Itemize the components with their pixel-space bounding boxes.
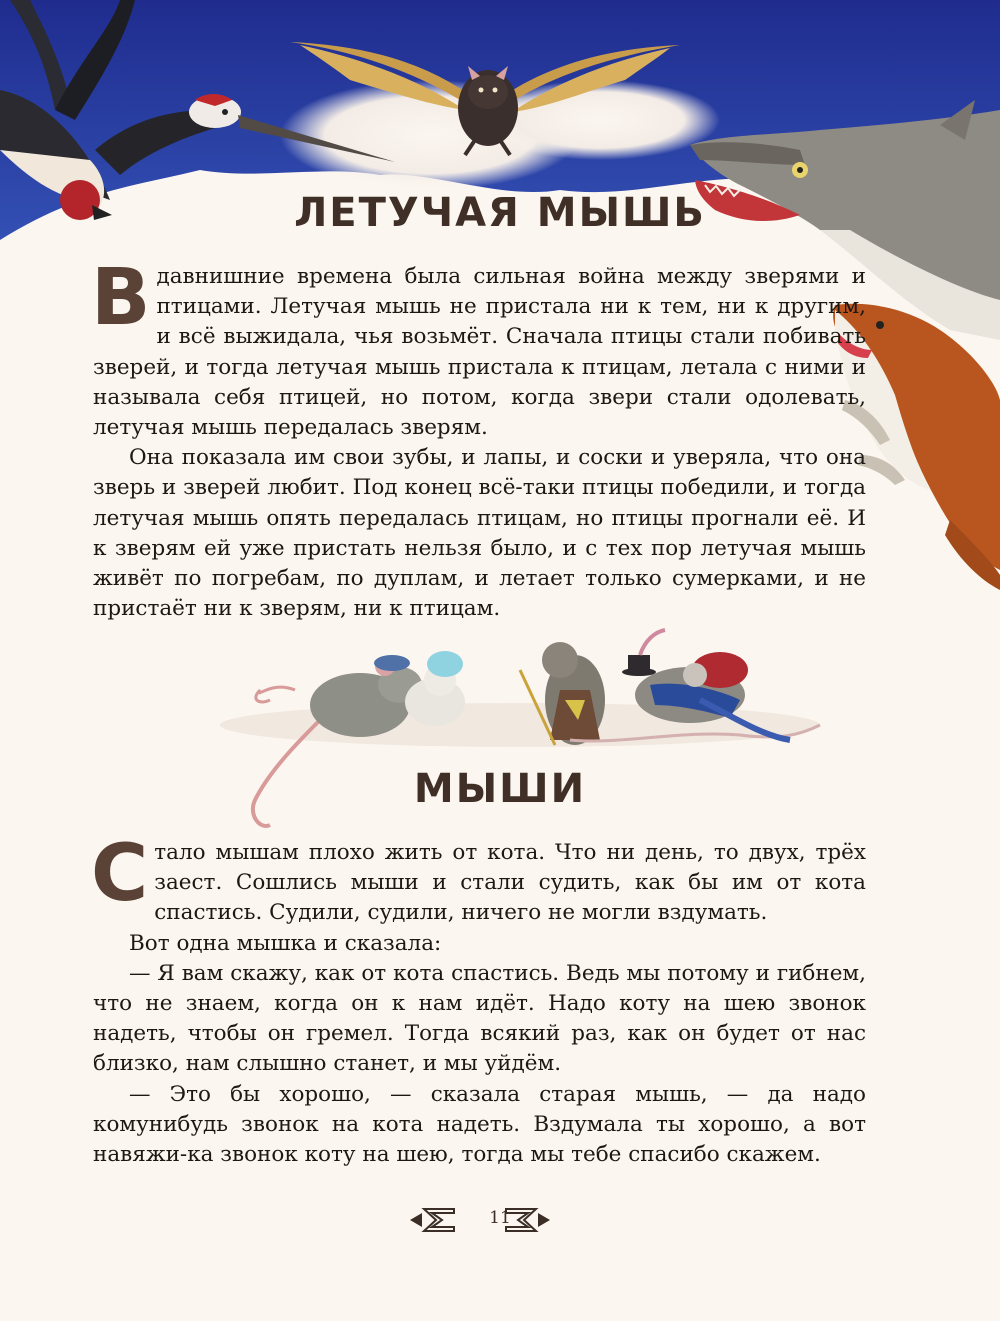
hat [374, 655, 410, 671]
drop-cap: В [91, 253, 151, 343]
story-body-mice [91, 829, 866, 1170]
page-number: 11 [489, 1208, 511, 1228]
bonnet [427, 651, 463, 677]
story-title-mice: МЫШИ [413, 766, 587, 812]
story-paragraph: — Это бы хорошо, — сказала старая мышь, — да надо комунибудь звонок на кота надеть. Вздумала ты хорошо, а вот навяжи-ка звонок коту на шею, тогда мы тебе спасибо скажем. [93, 1081, 866, 1168]
story-title-bat: ЛЕТУЧАЯ МЫШЬ [294, 190, 706, 236]
story-body-bat [91, 253, 866, 624]
story-paragraph: — Я вам скажу, как от кота спастись. Ведь мы потому и гибнем, что не знаем, когда он к нам идёт. Надо коту на шею звонок надеть, чтобы он гремел. Тогда всякий раз, как он будет от нас близко, нам слышно станет, и мы уйдём. [93, 960, 866, 1077]
story-paragraph: Она показала им свои зубы, и лапы, и соски и уверяла, что она зверь и зверей любит. Под конец всё-таки птицы победили, и тогда летучая мышь опять передалась птицам, но птицы прогнали её. И к зверям ей уже пристать нельзя было, и с тех пор летучая мышь живёт по погребам, по дуплам, и летает только сумерками, и не пристаёт ни к зверям, ни к птицам. [93, 445, 866, 622]
story-paragraph: Вдавнишние времена была сильная война между зверями и птицами. Летучая мышь не пристала ни к тем, ни к другим, и всё выжидала, чья возьмёт. Сначала птицы стали побивать зверей, и тогда летучая мышь пристала к птицам, летала с ними и называла себя птицей, но потом, когда звери стали одолевать, летучая мышь передалась зверям. [91, 253, 866, 441]
story-paragraph: Вот одна мышка и сказала: [129, 930, 442, 956]
feather [640, 630, 665, 655]
story-paragraph: Стало мышам плохо жить от кота. Что ни день, то двух, трёх заест. Сошлись мыши и стали судить, как бы им от кота спастись. Судили, судили, ничего не могли вздумать. [91, 829, 866, 926]
page-ornament-right [504, 1203, 552, 1237]
drop-cap: С [91, 829, 149, 919]
